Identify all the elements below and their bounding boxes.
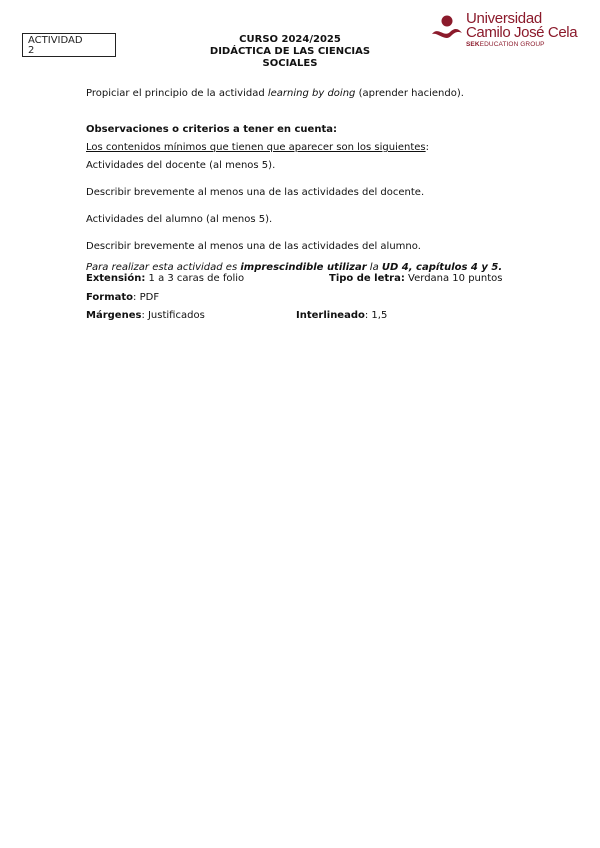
- university-emblem-icon: [430, 14, 464, 44]
- intro-italic: learning by doing: [267, 88, 356, 99]
- course-title: [180, 34, 400, 70]
- margins-label: Márgenes: [86, 310, 142, 321]
- font-field: [329, 273, 503, 285]
- logo-group: [466, 41, 577, 49]
- logo-group-bold: SEK: [466, 41, 480, 48]
- margins-field: [86, 310, 205, 322]
- format-row-1: [86, 273, 526, 285]
- extension-value: 1 a 3 caras de folio: [145, 273, 245, 284]
- font-label: Tipo de letra:: [329, 273, 405, 284]
- extension-label: Extensión:: [86, 273, 146, 284]
- format-value: : PDF: [133, 292, 160, 303]
- list-item: Actividades del alumno (al menos 5).: [86, 214, 273, 225]
- contents-colon: :: [425, 142, 429, 153]
- logo-group-rest: EDUCATION GROUP: [479, 41, 545, 48]
- activity-label: ACTIVIDAD: [28, 35, 83, 46]
- intro-text-end: (aprender haciendo).: [355, 88, 464, 99]
- spacing-field: [296, 310, 387, 322]
- course-year: CURSO 2024/2025: [239, 34, 341, 45]
- spacing-label: Interlineado: [296, 310, 365, 321]
- margins-value: : Justificados: [141, 310, 205, 321]
- contents-intro: [86, 142, 526, 154]
- course-subject-line2: SOCIALES: [262, 58, 318, 69]
- list-item: Describir brevemente al menos una de las actividades del docente.: [86, 187, 425, 198]
- note-text-mid: la: [366, 262, 382, 273]
- observations-heading: Observaciones o criterios a tener en cuenta:: [86, 124, 337, 135]
- logo-name: Camilo José Cela: [466, 24, 578, 41]
- contents-underlined: Los contenidos mínimos que tienen que aparecer son los siguientes: [86, 142, 426, 153]
- university-logo: [430, 12, 590, 52]
- activity-label-box: [22, 33, 116, 57]
- note-emphasis: imprescindible utilizar: [240, 262, 367, 273]
- intro-paragraph: [86, 88, 526, 100]
- note-reference: UD 4, capítulos 4 y 5: [381, 262, 499, 273]
- logo-university: Universidad: [466, 10, 542, 27]
- format-row-3: [86, 310, 526, 322]
- list-item: Actividades del docente (al menos 5).: [86, 160, 276, 171]
- spacing-value: : 1,5: [364, 310, 388, 321]
- list-item: Describir brevemente al menos una de las actividades del alumno.: [86, 241, 421, 252]
- note-text: Para realizar esta actividad es: [86, 262, 241, 273]
- format-label: Formato: [86, 292, 134, 303]
- note-period: .: [498, 262, 503, 273]
- activity-number: 2: [28, 45, 35, 56]
- intro-text: Propiciar el principio de la actividad: [86, 88, 268, 99]
- format-field: [86, 292, 526, 304]
- font-value: Verdana 10 puntos: [404, 273, 503, 284]
- course-subject-line1: DIDÁCTICA DE LAS CIENCIAS: [209, 46, 371, 57]
- extension-field: [86, 273, 244, 285]
